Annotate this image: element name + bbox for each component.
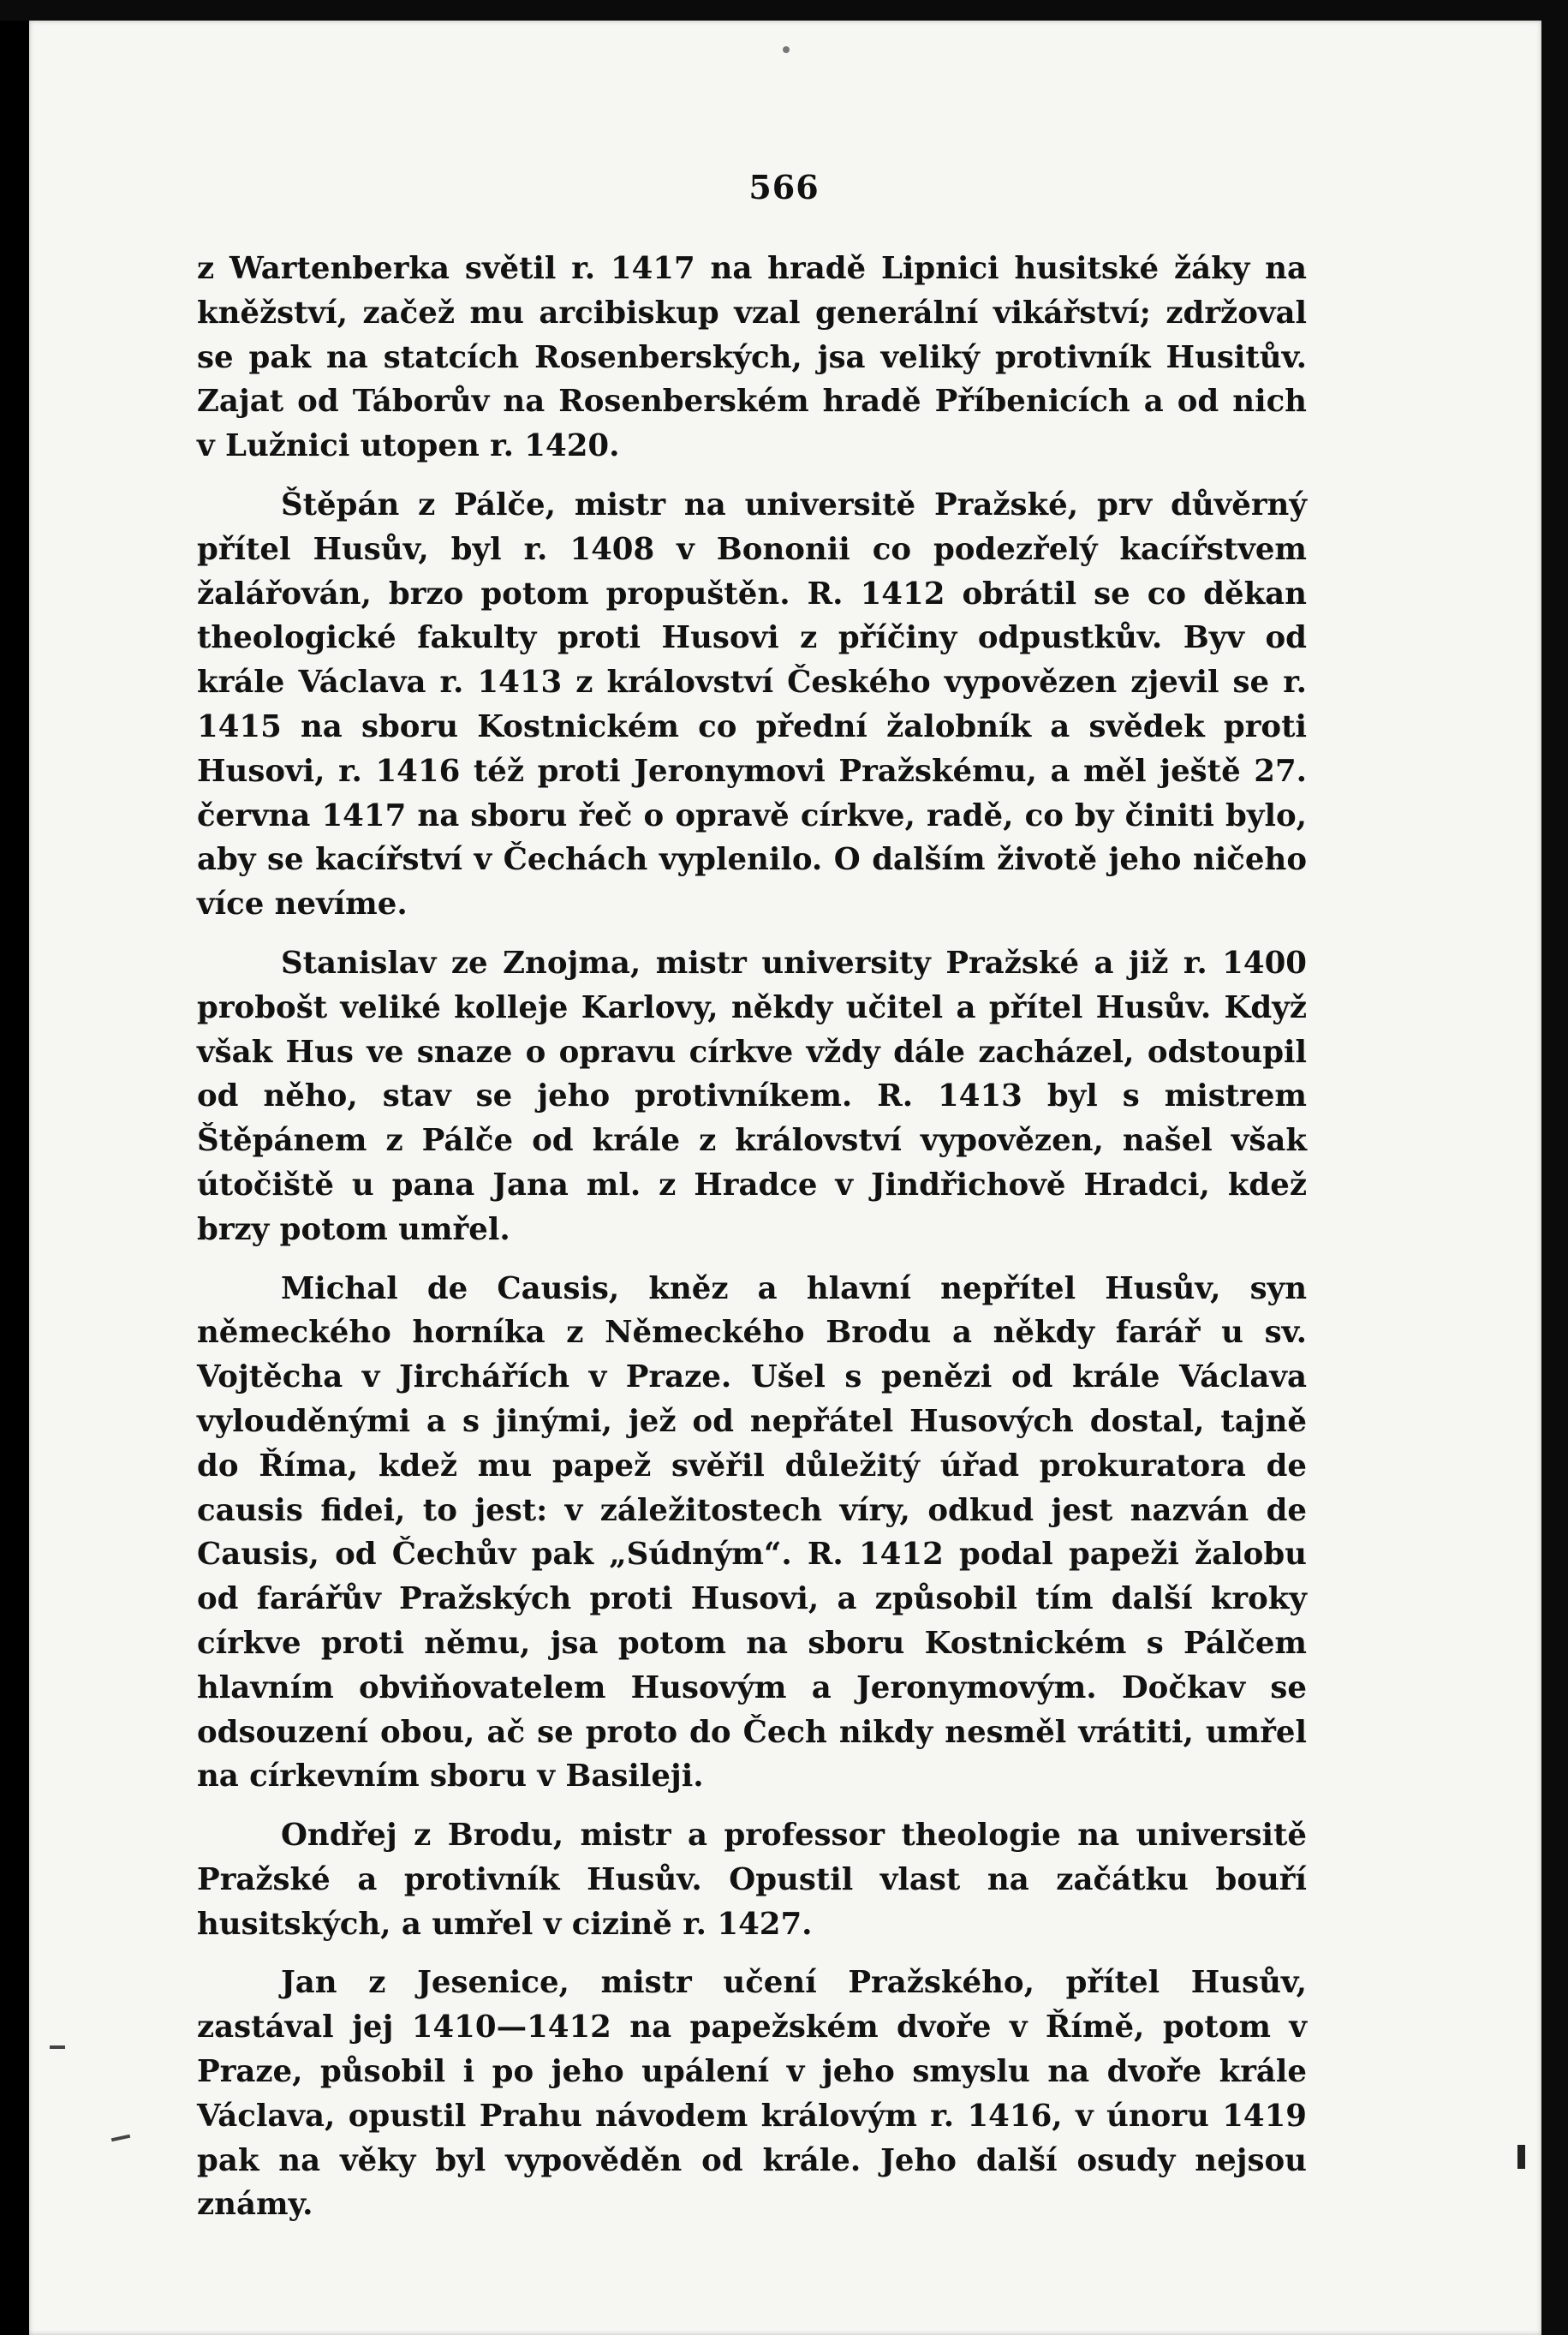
scan-top-border [0,0,1568,21]
paragraph-stepan-z-palce: Štěpán z Pálče, mistr na universitě Pražské, prv důvěrný přítel Husův, byl r. 1408 v Bononii co podezřelý kacířstvem žalářován, brzo potom propuštěn. R. 1412 obrátil se co děkan theologické fakulty proti Husovi z příčiny odpustkův. Byv od krále Václava r. 1413 z království Českého vypovězen zjevil se r. 1415 na sboru Kostnickém co přední žalobník a svědek proti Husovi, r. 1416 též proti Jeronymovi Pražskému, a měl ještě 27. června 1417 na sboru řeč o opravě církve, radě, co by činiti bylo, aby se kacířství v Čechách vyplenilo. O dalším životě jeho ničeho více nevíme. [197,487,1307,923]
scan-mark-left [50,2045,65,2049]
scan-mark-right [1517,2145,1525,2169]
paragraph-michal-de-causis: Michal de Causis, kněz a hlavní nepřítel Husův, syn německého horníka z Německého Brodu a někdy farář u sv. Vojtěcha v Jirchářích v Praze. Ušel s penězi od krále Václava vylouděnými a s jinými, jež od nepřátel Husových dostal, tajně do Říma, kdež mu papež svěřil důležitý úřad prokuratora de causis fidei, to jest: v záležitostech víry, odkud jest nazván de Causis, od Čechův pak „Súdným“. R. 1412 podal papeži žalobu od farářův Pražských proti Husovi, a způsobil tím další kroky církve proti němu, jsa potom na sboru Kostnickém s Pálčem hlavním obviňovatelem Husovým a Jeronymovým. Dočkav se odsouzení obou, ač se proto do Čech nikdy nesměl vrátiti, umřel na církevním sboru v Basileji. [197,1270,1307,1795]
scan-speck [783,46,790,53]
body-text [197,247,1307,2242]
paragraph-jan-z-jesenice: Jan z Jesenice, mistr učení Pražského, přítel Husův, zastával jej 1410—1412 na papežském dvoře v Římě, potom v Praze, působil i po jeho upálení v jeho smyslu na dvoře krále Václava, opustil Prahu návodem královým r. 1416, v únoru 1419 pak na věky byl vypověděn od krále. Jeho další osudy nejsou známy. [197,1965,1307,2223]
paragraph-ondrej-z-brodu: Ondřej z Brodu, mistr a professor theologie na universitě Pražské a protivník Husův. Opustil vlast na začátku bouří husitských, a umřel v cizině r. 1427. [197,1818,1307,1942]
paragraph-wartenberk-continuation: z Wartenberka světil r. 1417 na hradě Lipnici husitské žáky na kněžství, začež mu arcibiskup vzal generální vikářství; zdržoval se pak na statcích Rosenberských, jsa veliký protivník Husitův. Zajat od Táborův na Rosenberském hradě Příbenicích a od nich v Lužnici utopen r. 1420. [197,251,1307,464]
paragraph-stanislav-ze-znojma: Stanislav ze Znojma, mistr university Pražské a již r. 1400 probošt veliké kolleje Karlovy, někdy učitel a přítel Husův. Když však Hus ve snaze o opravu církve vždy dále zacházel, odstoupil od něho, stav se jeho protivníkem. R. 1413 byl s mistrem Štěpánem z Pálče od krále z království vypovězen, našel však útočiště u pana Jana ml. z Hradce v Jindřichově Hradci, kdež brzy potom umřel. [197,945,1307,1247]
page-number: 566 [748,168,820,206]
scan-right-border [1541,0,1568,2335]
